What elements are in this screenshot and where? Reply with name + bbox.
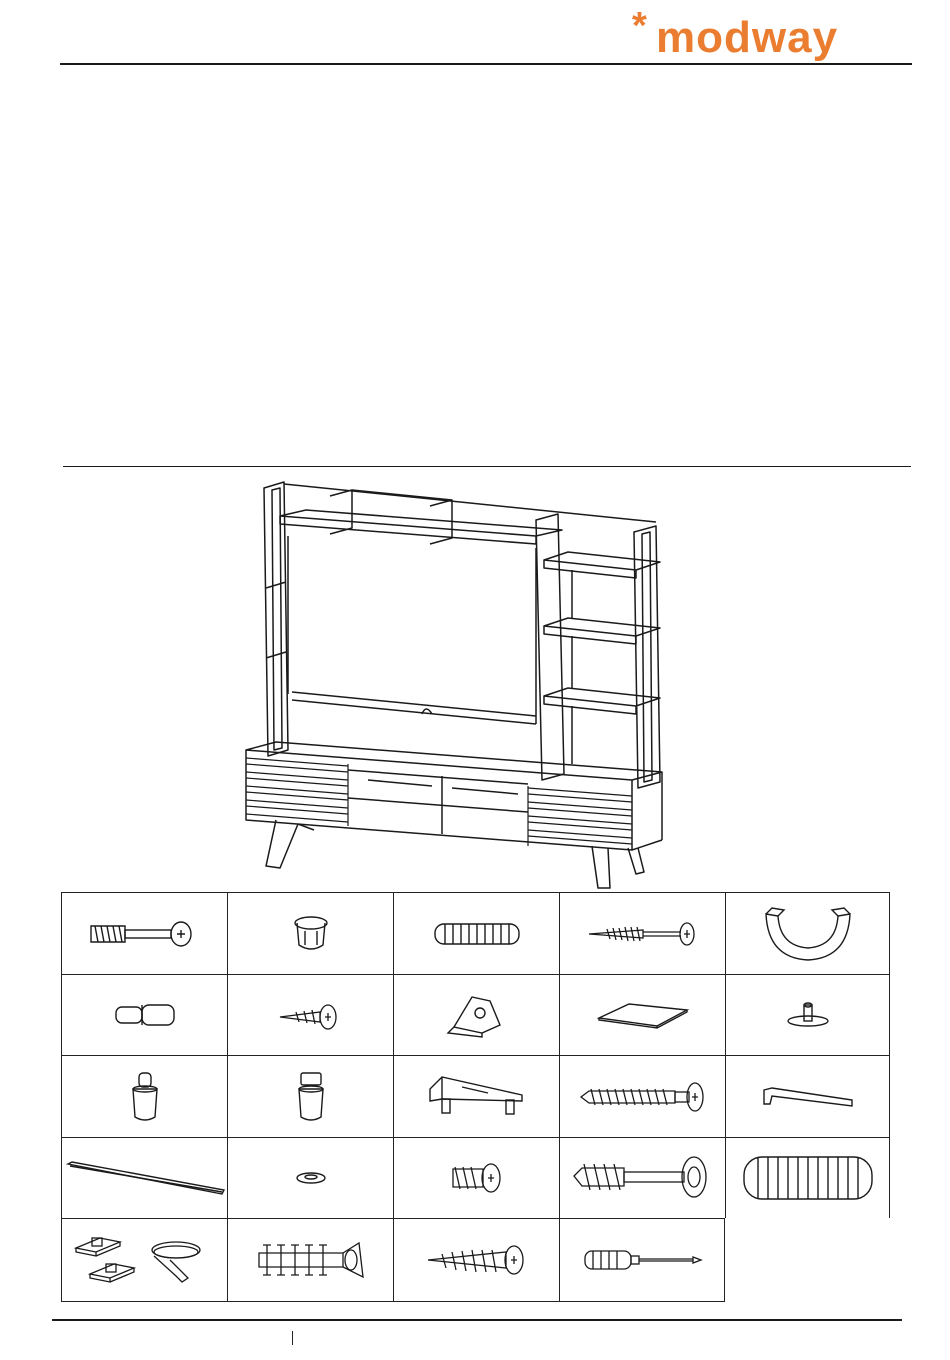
- door-stop-bracket-icon: [422, 1067, 532, 1127]
- screwdriver-icon: [579, 1243, 705, 1277]
- product-illustration: [236, 474, 676, 894]
- hardware-cell: [393, 1218, 559, 1302]
- connector-bolt-icon: [568, 1148, 718, 1208]
- hardware-cell: [227, 892, 393, 974]
- wood-dowel-icon: [429, 916, 525, 952]
- allen-key-icon: [758, 1082, 858, 1112]
- cam-lock-icon: [281, 911, 341, 957]
- hardware-cell: [227, 1137, 393, 1218]
- hardware-cell: [725, 892, 890, 974]
- hardware-cell: [61, 1137, 227, 1218]
- hardware-cell: [61, 974, 227, 1055]
- cam-bolt-icon: [85, 914, 205, 954]
- large-dowel-icon: [738, 1151, 878, 1205]
- anti-tip-kit-icon: [70, 1230, 220, 1290]
- insert-nut-icon: [291, 1067, 331, 1127]
- shelf-support-peg-icon: [125, 1067, 165, 1127]
- logo-wordmark: modway: [656, 13, 839, 62]
- short-bolt-icon: [447, 1153, 507, 1203]
- shelf-pin-icon: [110, 997, 180, 1033]
- hardware-cell: [559, 892, 725, 974]
- hardware-cell: [725, 1137, 890, 1218]
- hardware-cell: [61, 1055, 227, 1137]
- threaded-bolt-icon: [575, 1075, 711, 1119]
- washer-icon: [291, 1168, 331, 1188]
- hardware-cell: [393, 974, 559, 1055]
- hardware-cell: [725, 1055, 890, 1137]
- hardware-cell: [393, 1137, 559, 1218]
- hardware-cell: [559, 1218, 725, 1302]
- hardware-cell: [559, 1055, 725, 1137]
- long-wood-screw-icon: [583, 917, 703, 951]
- hardware-cell: [61, 1218, 227, 1302]
- brand-logo: [632, 4, 882, 64]
- wall-anchor-icon: [251, 1233, 371, 1287]
- hardware-cell: [725, 974, 890, 1055]
- hardware-cell: [227, 1055, 393, 1137]
- curved-bracket-icon: [758, 902, 858, 966]
- hardware-cell: [559, 1137, 725, 1218]
- hardware-cell: [393, 1055, 559, 1137]
- metal-rod-icon: [64, 1158, 226, 1198]
- wall-screw-icon: [422, 1238, 532, 1282]
- hardware-cell: [227, 1218, 393, 1302]
- hardware-cell: [227, 974, 393, 1055]
- section-rule: [63, 466, 911, 467]
- footer-tick: [292, 1331, 293, 1345]
- hardware-grid: [61, 892, 890, 1302]
- header-rule: [60, 63, 912, 65]
- hardware-cell: [559, 974, 725, 1055]
- corner-block-icon: [442, 991, 512, 1039]
- felt-pad-icon: [593, 998, 693, 1032]
- leveler-foot-icon: [778, 997, 838, 1033]
- footer-rule: [52, 1319, 902, 1321]
- hardware-cell: [61, 892, 227, 974]
- logo-asterisk: *: [632, 5, 647, 47]
- hardware-cell: [393, 892, 559, 974]
- short-screw-icon: [276, 995, 346, 1035]
